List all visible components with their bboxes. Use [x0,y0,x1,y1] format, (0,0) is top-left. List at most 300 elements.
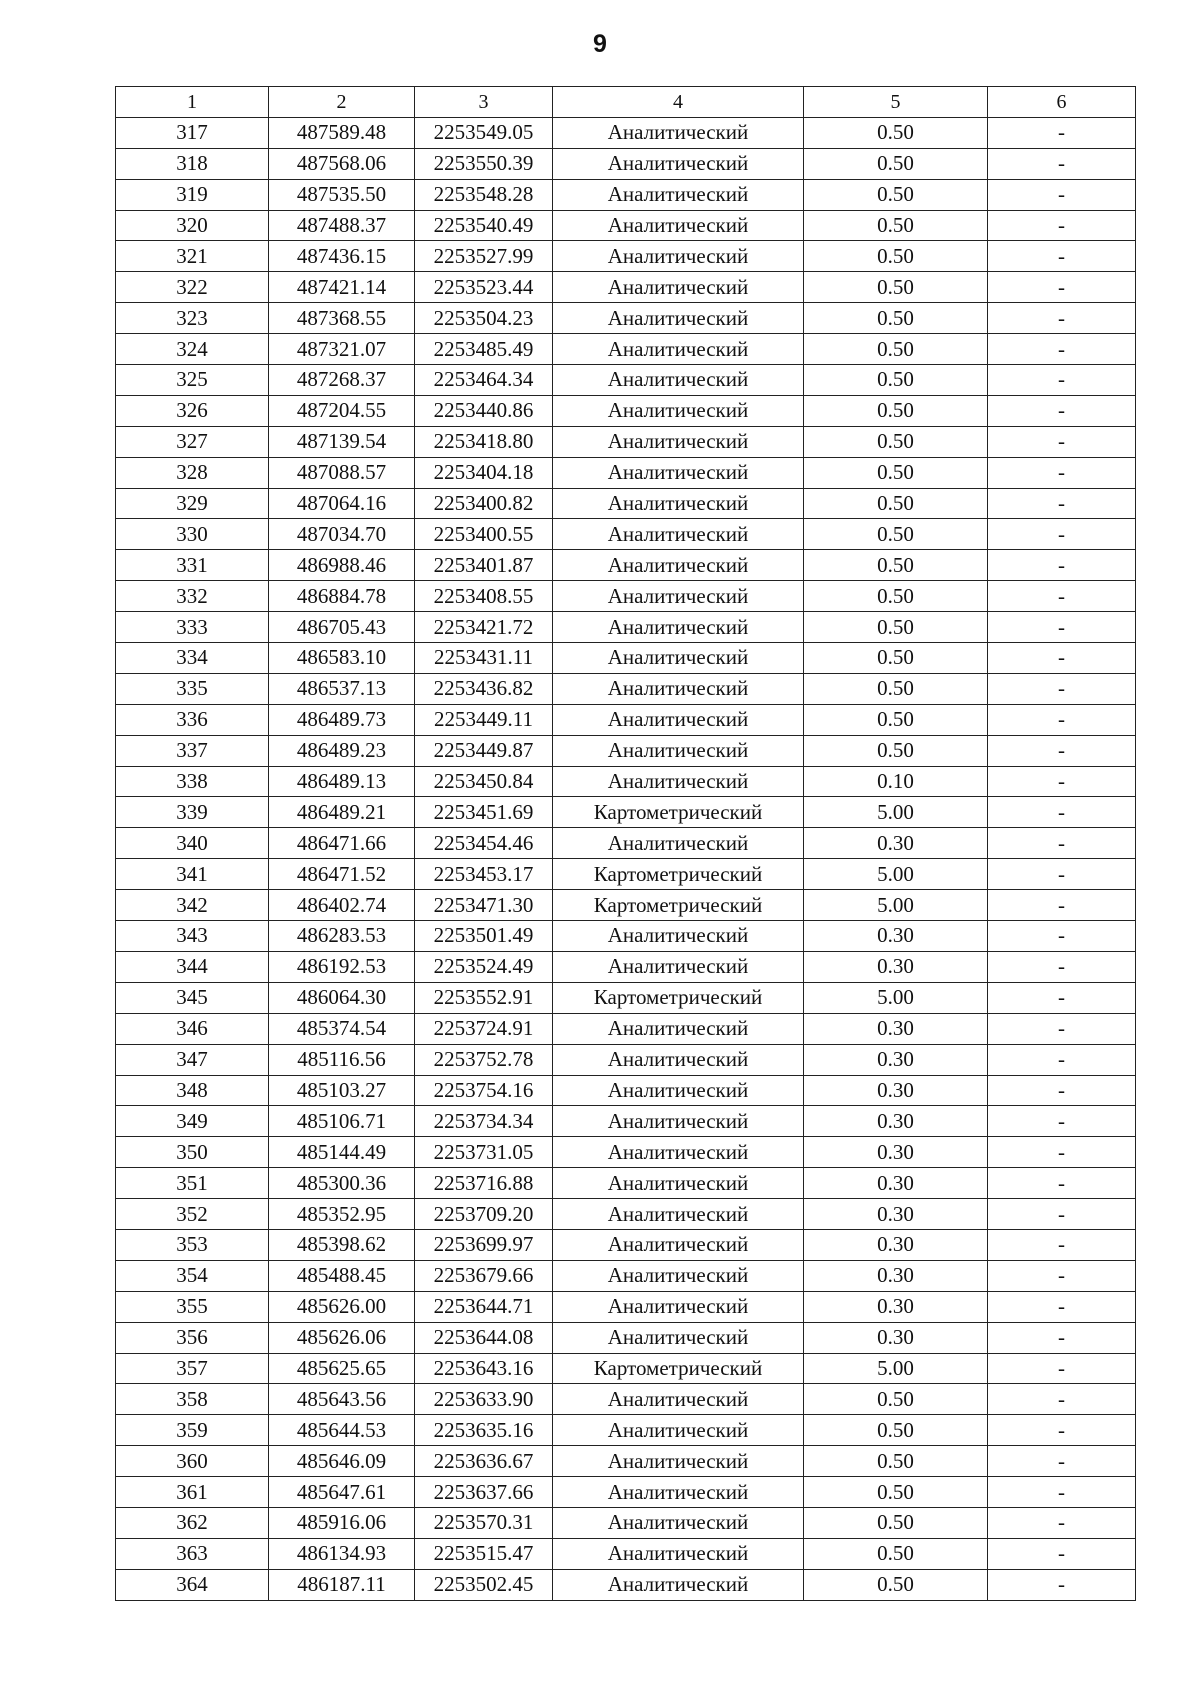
x-coordinate-cell: 487421.14 [269,272,415,303]
note-cell: - [988,1199,1136,1230]
y-coordinate-cell: 2253421.72 [415,612,553,643]
table-row [116,210,1136,241]
y-coordinate-cell: 2253679.66 [415,1260,553,1291]
y-coordinate-cell: 2253431.11 [415,643,553,674]
table-row [116,859,1136,890]
note-cell: - [988,797,1136,828]
table-row [116,550,1136,581]
point-number-cell: 336 [116,704,269,735]
accuracy-cell: 0.30 [804,1168,988,1199]
y-coordinate-cell: 2253552.91 [415,982,553,1013]
method-cell: Аналитический [553,766,804,797]
method-cell: Аналитический [553,1106,804,1137]
table-row [116,1291,1136,1322]
x-coordinate-cell: 486471.52 [269,859,415,890]
table-row [116,1106,1136,1137]
table-row [116,334,1136,365]
column-header-6: 6 [988,87,1136,118]
method-cell: Аналитический [553,1137,804,1168]
method-cell: Аналитический [553,179,804,210]
y-coordinate-cell: 2253633.90 [415,1384,553,1415]
method-cell: Аналитический [553,365,804,396]
y-coordinate-cell: 2253644.08 [415,1322,553,1353]
note-cell: - [988,1446,1136,1477]
table-row [116,643,1136,674]
x-coordinate-cell: 486471.66 [269,828,415,859]
x-coordinate-cell: 485106.71 [269,1106,415,1137]
method-cell: Аналитический [553,828,804,859]
accuracy-cell: 0.50 [804,735,988,766]
point-number-cell: 333 [116,612,269,643]
method-cell: Аналитический [553,1168,804,1199]
x-coordinate-cell: 487268.37 [269,365,415,396]
x-coordinate-cell: 487436.15 [269,241,415,272]
x-coordinate-cell: 485374.54 [269,1013,415,1044]
point-number-cell: 350 [116,1137,269,1168]
method-cell: Аналитический [553,210,804,241]
note-cell: - [988,1507,1136,1538]
table-row [116,1507,1136,1538]
y-coordinate-cell: 2253502.45 [415,1569,553,1600]
method-cell: Аналитический [553,272,804,303]
table-row [116,519,1136,550]
table-row [116,1322,1136,1353]
note-cell: - [988,365,1136,396]
y-coordinate-cell: 2253540.49 [415,210,553,241]
note-cell: - [988,828,1136,859]
x-coordinate-cell: 485625.65 [269,1353,415,1384]
method-cell: Аналитический [553,643,804,674]
method-cell: Аналитический [553,1291,804,1322]
x-coordinate-cell: 486489.21 [269,797,415,828]
x-coordinate-cell: 486988.46 [269,550,415,581]
point-number-cell: 362 [116,1507,269,1538]
table-row [116,1384,1136,1415]
point-number-cell: 351 [116,1168,269,1199]
note-cell: - [988,1260,1136,1291]
note-cell: - [988,1137,1136,1168]
accuracy-cell: 0.50 [804,581,988,612]
table-row [116,457,1136,488]
accuracy-cell: 0.50 [804,457,988,488]
x-coordinate-cell: 486283.53 [269,921,415,952]
table-row [116,117,1136,148]
y-coordinate-cell: 2253570.31 [415,1507,553,1538]
method-cell: Аналитический [553,519,804,550]
header-row [116,87,1136,118]
note-cell: - [988,1353,1136,1384]
accuracy-cell: 0.50 [804,1569,988,1600]
y-coordinate-cell: 2253550.39 [415,148,553,179]
point-number-cell: 363 [116,1538,269,1569]
y-coordinate-cell: 2253504.23 [415,303,553,334]
table-row [116,1353,1136,1384]
point-number-cell: 357 [116,1353,269,1384]
accuracy-cell: 0.50 [804,303,988,334]
point-number-cell: 339 [116,797,269,828]
column-header-4: 4 [553,87,804,118]
x-coordinate-cell: 487064.16 [269,488,415,519]
method-cell: Аналитический [553,1446,804,1477]
table-row [116,982,1136,1013]
table-row [116,1446,1136,1477]
table-row [116,1199,1136,1230]
column-header-5: 5 [804,87,988,118]
table-row [116,1075,1136,1106]
point-number-cell: 358 [116,1384,269,1415]
note-cell: - [988,488,1136,519]
point-number-cell: 344 [116,951,269,982]
accuracy-cell: 0.30 [804,1291,988,1322]
point-number-cell: 356 [116,1322,269,1353]
accuracy-cell: 0.50 [804,272,988,303]
x-coordinate-cell: 487488.37 [269,210,415,241]
accuracy-cell: 0.50 [804,488,988,519]
table-row [116,148,1136,179]
table-row [116,1260,1136,1291]
method-cell: Аналитический [553,1044,804,1075]
accuracy-cell: 0.50 [804,643,988,674]
accuracy-cell: 0.10 [804,766,988,797]
point-number-cell: 320 [116,210,269,241]
y-coordinate-cell: 2253635.16 [415,1415,553,1446]
note-cell: - [988,1075,1136,1106]
method-cell: Аналитический [553,1507,804,1538]
accuracy-cell: 0.30 [804,1044,988,1075]
point-number-cell: 324 [116,334,269,365]
method-cell: Аналитический [553,1229,804,1260]
accuracy-cell: 0.50 [804,179,988,210]
y-coordinate-cell: 2253454.46 [415,828,553,859]
point-number-cell: 364 [116,1569,269,1600]
point-number-cell: 318 [116,148,269,179]
point-number-cell: 346 [116,1013,269,1044]
x-coordinate-cell: 486583.10 [269,643,415,674]
y-coordinate-cell: 2253637.66 [415,1477,553,1508]
accuracy-cell: 0.50 [804,519,988,550]
method-cell: Аналитический [553,117,804,148]
point-number-cell: 360 [116,1446,269,1477]
y-coordinate-cell: 2253724.91 [415,1013,553,1044]
method-cell: Картометрический [553,797,804,828]
table-row [116,766,1136,797]
y-coordinate-cell: 2253515.47 [415,1538,553,1569]
accuracy-cell: 0.30 [804,1137,988,1168]
table-body [116,117,1136,1600]
note-cell: - [988,395,1136,426]
y-coordinate-cell: 2253709.20 [415,1199,553,1230]
accuracy-cell: 0.50 [804,210,988,241]
accuracy-cell: 0.30 [804,828,988,859]
table-row [116,1415,1136,1446]
x-coordinate-cell: 486402.74 [269,890,415,921]
method-cell: Аналитический [553,921,804,952]
y-coordinate-cell: 2253464.34 [415,365,553,396]
table-row [116,921,1136,952]
x-coordinate-cell: 487034.70 [269,519,415,550]
note-cell: - [988,1168,1136,1199]
note-cell: - [988,1013,1136,1044]
point-number-cell: 330 [116,519,269,550]
point-number-cell: 349 [116,1106,269,1137]
y-coordinate-cell: 2253527.99 [415,241,553,272]
accuracy-cell: 0.50 [804,1507,988,1538]
x-coordinate-cell: 487589.48 [269,117,415,148]
note-cell: - [988,210,1136,241]
method-cell: Аналитический [553,1013,804,1044]
point-number-cell: 345 [116,982,269,1013]
x-coordinate-cell: 485398.62 [269,1229,415,1260]
note-cell: - [988,272,1136,303]
y-coordinate-cell: 2253548.28 [415,179,553,210]
point-number-cell: 355 [116,1291,269,1322]
note-cell: - [988,1044,1136,1075]
table-row [116,735,1136,766]
accuracy-cell: 0.30 [804,1013,988,1044]
table-row [116,272,1136,303]
x-coordinate-cell: 485626.06 [269,1322,415,1353]
method-cell: Картометрический [553,982,804,1013]
note-cell: - [988,334,1136,365]
y-coordinate-cell: 2253400.82 [415,488,553,519]
note-cell: - [988,117,1136,148]
x-coordinate-cell: 485352.95 [269,1199,415,1230]
point-number-cell: 319 [116,179,269,210]
point-number-cell: 327 [116,426,269,457]
table-row [116,890,1136,921]
point-number-cell: 338 [116,766,269,797]
method-cell: Картометрический [553,890,804,921]
method-cell: Аналитический [553,1384,804,1415]
y-coordinate-cell: 2253524.49 [415,951,553,982]
note-cell: - [988,1477,1136,1508]
point-number-cell: 332 [116,581,269,612]
accuracy-cell: 0.50 [804,1384,988,1415]
method-cell: Аналитический [553,1260,804,1291]
x-coordinate-cell: 487088.57 [269,457,415,488]
note-cell: - [988,735,1136,766]
table-row [116,1569,1136,1600]
y-coordinate-cell: 2253400.55 [415,519,553,550]
y-coordinate-cell: 2253404.18 [415,457,553,488]
accuracy-cell: 5.00 [804,1353,988,1384]
x-coordinate-cell: 486134.93 [269,1538,415,1569]
x-coordinate-cell: 485103.27 [269,1075,415,1106]
table-row [116,673,1136,704]
y-coordinate-cell: 2253471.30 [415,890,553,921]
point-number-cell: 322 [116,272,269,303]
accuracy-cell: 5.00 [804,797,988,828]
table-row [116,395,1136,426]
table-row [116,797,1136,828]
table-row [116,426,1136,457]
note-cell: - [988,643,1136,674]
x-coordinate-cell: 486489.13 [269,766,415,797]
method-cell: Аналитический [553,581,804,612]
y-coordinate-cell: 2253501.49 [415,921,553,952]
method-cell: Аналитический [553,303,804,334]
column-header-1: 1 [116,87,269,118]
accuracy-cell: 0.50 [804,426,988,457]
x-coordinate-cell: 485488.45 [269,1260,415,1291]
x-coordinate-cell: 485626.00 [269,1291,415,1322]
accuracy-cell: 0.50 [804,1446,988,1477]
table-row [116,1137,1136,1168]
table-header [116,87,1136,118]
accuracy-cell: 5.00 [804,982,988,1013]
note-cell: - [988,519,1136,550]
y-coordinate-cell: 2253436.82 [415,673,553,704]
method-cell: Аналитический [553,1075,804,1106]
x-coordinate-cell: 485916.06 [269,1507,415,1538]
note-cell: - [988,1384,1136,1415]
note-cell: - [988,179,1136,210]
accuracy-cell: 5.00 [804,890,988,921]
table-row [116,1013,1136,1044]
x-coordinate-cell: 485144.49 [269,1137,415,1168]
y-coordinate-cell: 2253549.05 [415,117,553,148]
note-cell: - [988,951,1136,982]
method-cell: Аналитический [553,241,804,272]
note-cell: - [988,1569,1136,1600]
point-number-cell: 343 [116,921,269,952]
accuracy-cell: 0.30 [804,1075,988,1106]
method-cell: Аналитический [553,951,804,982]
accuracy-cell: 0.50 [804,612,988,643]
accuracy-cell: 0.50 [804,395,988,426]
y-coordinate-cell: 2253451.69 [415,797,553,828]
x-coordinate-cell: 485647.61 [269,1477,415,1508]
x-coordinate-cell: 485646.09 [269,1446,415,1477]
x-coordinate-cell: 487535.50 [269,179,415,210]
note-cell: - [988,1106,1136,1137]
point-number-cell: 337 [116,735,269,766]
note-cell: - [988,1229,1136,1260]
point-number-cell: 325 [116,365,269,396]
point-number-cell: 354 [116,1260,269,1291]
note-cell: - [988,921,1136,952]
method-cell: Аналитический [553,148,804,179]
y-coordinate-cell: 2253754.16 [415,1075,553,1106]
table-row [116,179,1136,210]
y-coordinate-cell: 2253485.49 [415,334,553,365]
table-row [116,1168,1136,1199]
method-cell: Аналитический [553,1569,804,1600]
method-cell: Картометрический [553,1353,804,1384]
point-number-cell: 326 [116,395,269,426]
note-cell: - [988,148,1136,179]
x-coordinate-cell: 487568.06 [269,148,415,179]
point-number-cell: 340 [116,828,269,859]
note-cell: - [988,890,1136,921]
point-number-cell: 348 [116,1075,269,1106]
table-row [116,1229,1136,1260]
coordinates-table [115,86,1136,1601]
y-coordinate-cell: 2253401.87 [415,550,553,581]
accuracy-cell: 0.50 [804,704,988,735]
y-coordinate-cell: 2253716.88 [415,1168,553,1199]
note-cell: - [988,426,1136,457]
y-coordinate-cell: 2253453.17 [415,859,553,890]
point-number-cell: 334 [116,643,269,674]
table-row [116,1538,1136,1569]
table-row [116,1477,1136,1508]
x-coordinate-cell: 487204.55 [269,395,415,426]
x-coordinate-cell: 487321.07 [269,334,415,365]
accuracy-cell: 0.50 [804,550,988,581]
accuracy-cell: 0.50 [804,1477,988,1508]
accuracy-cell: 0.30 [804,1260,988,1291]
note-cell: - [988,704,1136,735]
accuracy-cell: 0.50 [804,673,988,704]
point-number-cell: 352 [116,1199,269,1230]
x-coordinate-cell: 485116.56 [269,1044,415,1075]
method-cell: Аналитический [553,735,804,766]
point-number-cell: 331 [116,550,269,581]
point-number-cell: 341 [116,859,269,890]
note-cell: - [988,982,1136,1013]
x-coordinate-cell: 486489.73 [269,704,415,735]
accuracy-cell: 0.30 [804,1199,988,1230]
accuracy-cell: 0.50 [804,1538,988,1569]
point-number-cell: 335 [116,673,269,704]
y-coordinate-cell: 2253418.80 [415,426,553,457]
method-cell: Аналитический [553,395,804,426]
x-coordinate-cell: 485300.36 [269,1168,415,1199]
y-coordinate-cell: 2253440.86 [415,395,553,426]
y-coordinate-cell: 2253449.87 [415,735,553,766]
x-coordinate-cell: 487139.54 [269,426,415,457]
point-number-cell: 361 [116,1477,269,1508]
method-cell: Аналитический [553,1415,804,1446]
point-number-cell: 359 [116,1415,269,1446]
note-cell: - [988,859,1136,890]
x-coordinate-cell: 486192.53 [269,951,415,982]
x-coordinate-cell: 486537.13 [269,673,415,704]
table-row [116,303,1136,334]
x-coordinate-cell: 486489.23 [269,735,415,766]
note-cell: - [988,303,1136,334]
x-coordinate-cell: 486187.11 [269,1569,415,1600]
x-coordinate-cell: 486884.78 [269,581,415,612]
y-coordinate-cell: 2253699.97 [415,1229,553,1260]
method-cell: Аналитический [553,426,804,457]
y-coordinate-cell: 2253523.44 [415,272,553,303]
table-row [116,1044,1136,1075]
note-cell: - [988,1291,1136,1322]
point-number-cell: 347 [116,1044,269,1075]
method-cell: Аналитический [553,488,804,519]
note-cell: - [988,1322,1136,1353]
accuracy-cell: 0.30 [804,1322,988,1353]
method-cell: Аналитический [553,673,804,704]
y-coordinate-cell: 2253731.05 [415,1137,553,1168]
x-coordinate-cell: 486064.30 [269,982,415,1013]
page-number: 9 [593,30,607,58]
y-coordinate-cell: 2253450.84 [415,766,553,797]
y-coordinate-cell: 2253408.55 [415,581,553,612]
column-header-2: 2 [269,87,415,118]
note-cell: - [988,1415,1136,1446]
accuracy-cell: 0.50 [804,365,988,396]
point-number-cell: 321 [116,241,269,272]
method-cell: Аналитический [553,1199,804,1230]
note-cell: - [988,457,1136,488]
note-cell: - [988,241,1136,272]
table-row [116,581,1136,612]
accuracy-cell: 0.30 [804,951,988,982]
accuracy-cell: 0.50 [804,241,988,272]
